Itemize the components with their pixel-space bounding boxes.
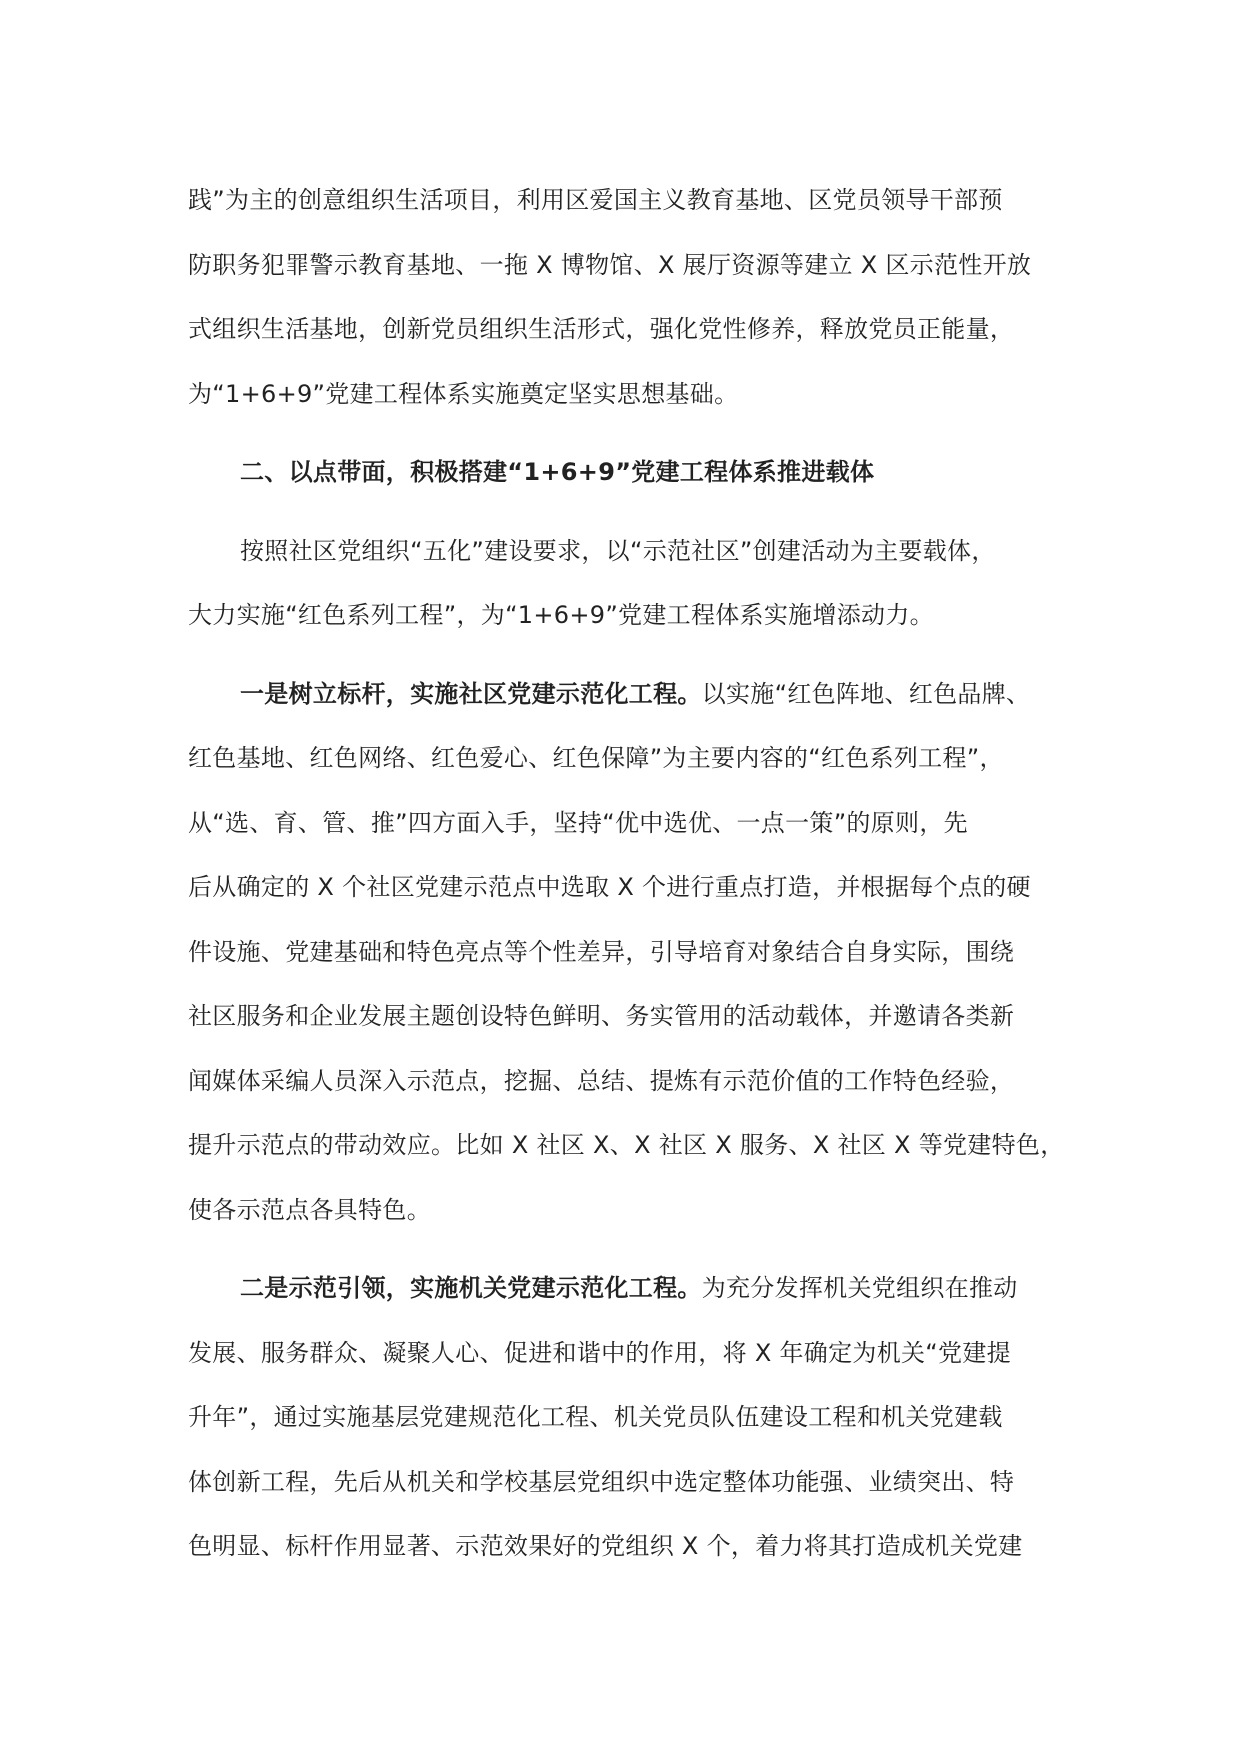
text-line: 防职务犯罪警示教育基地、一拖 X 博物馆、X 展厅资源等建立 X 区示范性开放 — [188, 250, 1032, 279]
text-line: 践”为主的创意组织生活项目，利用区爱国主义教育基地、区党员领导干部预 — [188, 186, 1003, 214]
section-heading-text: 二、以点带面，积极搭建“1+6+9”党建工程体系推进载体 — [240, 458, 875, 486]
text-line: 按照社区党组织“五化”建设要求，以“示范社区”创建活动为主要载体， — [240, 536, 996, 565]
text-line: 式组织生活基地，创新党员组织生活形式，强化党性修养，释放党员正能量， — [188, 315, 1015, 343]
text-line: 为“1+6+9”党建工程体系实施奠定坚实思想基础。 — [188, 379, 739, 408]
text-line: 体创新工程，先后从机关和学校基层党组织中选定整体功能强、业绩突出、特 — [188, 1467, 1015, 1496]
text-line: 红色基地、红色网络、红色爱心、红色保障”为主要内容的“红色系列工程”， — [188, 744, 1004, 772]
paragraph-lead-rest: 为充分发挥机关党组织在推动 — [701, 1274, 1018, 1302]
text-line: 后从确定的 X 个社区党建示范点中选取 X 个进行重点打造，并根据每个点的硬 — [188, 873, 1031, 901]
text-line — [188, 662, 1088, 727]
paragraph-3 — [188, 662, 1088, 1243]
text-line: 使各示范点各具特色。 — [188, 1195, 431, 1224]
text-line — [188, 1256, 1088, 1321]
paragraph-1 — [188, 168, 1088, 426]
text-line: 色明显、标杆作用显著、示范效果好的党组织 X 个，着力将其打造成机关党建 — [188, 1532, 1023, 1560]
paragraph-lead-rest: 以实施“红色阵地、红色品牌、 — [701, 679, 1031, 708]
text-line: 从“选、育、管、推”四方面入手，坚持“优中选优、一点一策”的原则，先 — [188, 808, 968, 837]
text-line: 闻媒体采编人员深入示范点，挖掘、总结、提炼有示范价值的工作特色经验， — [188, 1066, 1015, 1095]
text-line: 大力实施“红色系列工程”，为“1+6+9”党建工程体系实施增添动力。 — [188, 601, 934, 629]
paragraph-4 — [188, 1256, 1088, 1579]
document-page — [188, 168, 1088, 1579]
paragraph-2 — [188, 519, 1088, 648]
section-heading-2 — [188, 440, 1088, 505]
text-line: 提升示范点的带动效应。比如 X 社区 X、X 社区 X 服务、X 社区 X 等党建特色， — [188, 1131, 1065, 1159]
paragraph-lead: 二是示范引领，实施机关党建示范化工程。 — [240, 1274, 702, 1302]
text-line: 件设施、党建基础和特色亮点等个性差异，引导培育对象结合自身实际，围绕 — [188, 937, 1015, 966]
text-line: 社区服务和企业发展主题创设特色鲜明、务实管用的活动载体，并邀请各类新 — [188, 1002, 1015, 1030]
text-line: 升年”，通过实施基层党建规范化工程、机关党员队伍建设工程和机关党建载 — [188, 1403, 1003, 1431]
text-line: 发展、服务群众、凝聚人心、促进和谐中的作用，将 X 年确定为机关“党建提 — [188, 1338, 1011, 1367]
paragraph-lead: 一是树立标杆，实施社区党建示范化工程。 — [240, 679, 702, 708]
